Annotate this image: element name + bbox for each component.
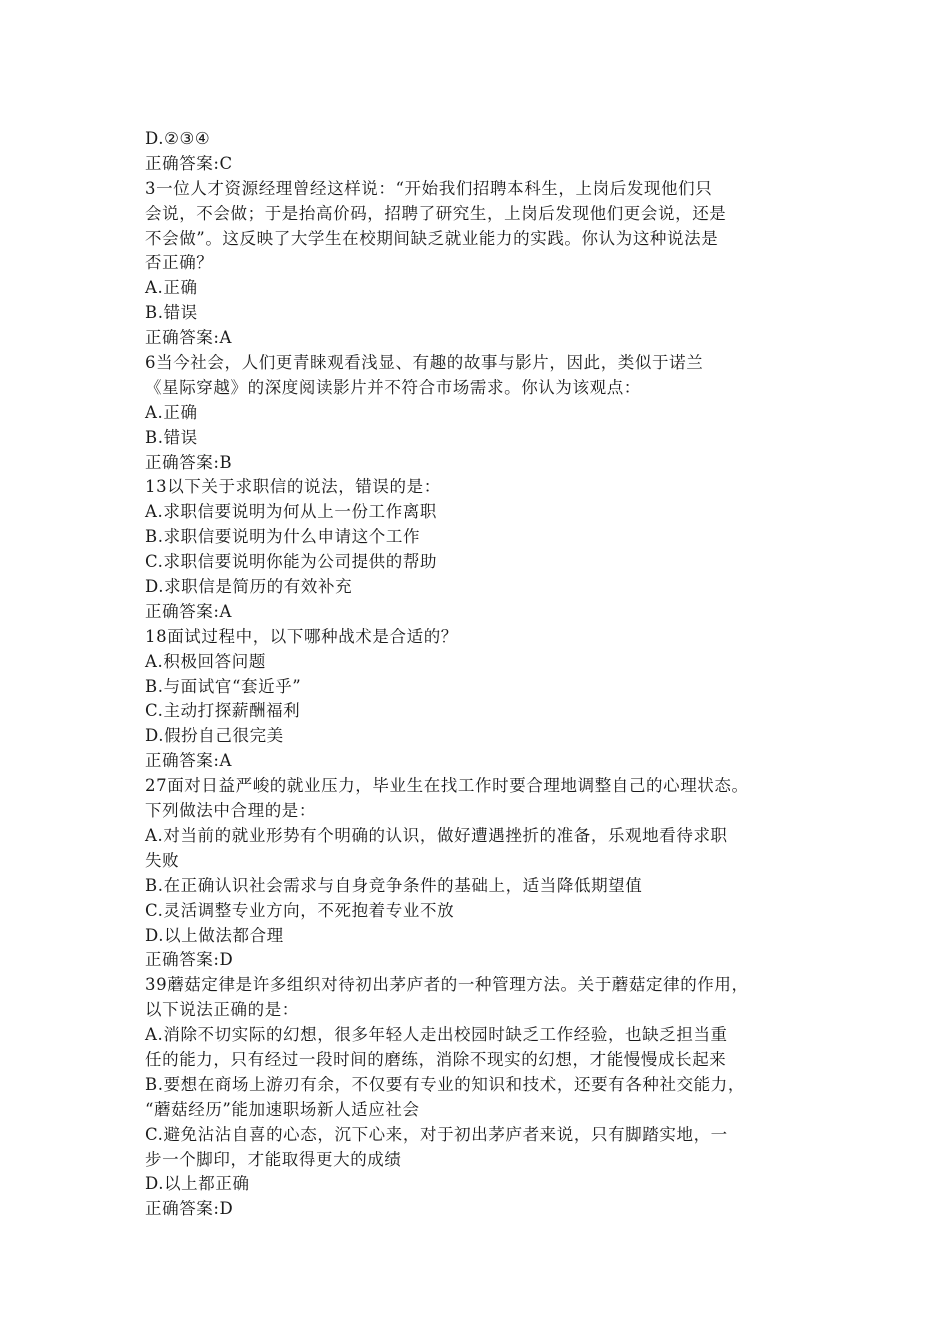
question-39-text: 39蘑菇定律是许多组织对待初出茅庐者的一种管理方法。关于蘑菇定律的作用， (145, 975, 749, 995)
correct-answer-line: 正确答案:B (145, 452, 233, 472)
answer-option-line: B.错误 (145, 303, 198, 323)
question-3-text: 3一位人才资源经理曾经这样说：“开始我们招聘本科生，上岗后发现他们只 (145, 178, 713, 198)
answer-option-line: “蘑菇经历”能加速职场新人适应社会 (145, 1099, 420, 1119)
question-27-text: 下列做法中合理的是： (145, 801, 316, 821)
answer-option-line: A.对当前的就业形势有个明确的认识，做好遭遇挫折的准备，乐观地看待求职 (145, 825, 728, 845)
answer-option-line: D.②③④ (145, 129, 211, 148)
answer-option-line: 失败 (145, 850, 180, 870)
answer-option-line: C.主动打探薪酬福利 (145, 701, 301, 721)
question-18-text: 18面试过程中，以下哪种战术是合适的？ (145, 626, 458, 646)
correct-answer-line: 正确答案:A (145, 751, 233, 771)
answer-option-line: B.求职信要说明为什么申请这个工作 (145, 527, 421, 547)
answer-option-line: A.积极回答问题 (145, 651, 266, 671)
correct-answer-line: 正确答案:A (145, 328, 233, 348)
question-13-text: 13以下关于求职信的说法，错误的是： (145, 477, 441, 497)
answer-option-line: B.在正确认识社会需求与自身竞争条件的基础上，适当降低期望值 (145, 875, 643, 895)
answer-option-line: D.以上都正确 (145, 1174, 250, 1194)
answer-option-line: D.求职信是简历的有效补充 (145, 577, 353, 597)
answer-option-line: 步一个脚印，才能取得更大的成绩 (145, 1149, 402, 1169)
correct-answer-line: 正确答案:A (145, 601, 233, 621)
question-3-text: 会说，不会做；于是抬高价码，招聘了研究生，上岗后发现他们更会说，还是 (145, 203, 727, 223)
answer-option-line: A.求职信要说明为何从上一份工作离职 (145, 502, 437, 522)
answer-option-line: 任的能力，只有经过一段时间的磨练，消除不现实的幻想，才能慢慢成长起来 (145, 1049, 727, 1069)
correct-answer-line: 正确答案:D (145, 1199, 234, 1219)
correct-answer-line: 正确答案:C (145, 153, 233, 173)
answer-option-line: A.消除不切实际的幻想，很多年轻人走出校园时缺乏工作经验，也缺乏担当重 (145, 1025, 728, 1045)
question-39-text: 以下说法正确的是： (145, 1000, 299, 1020)
answer-option-line: B.错误 (145, 427, 198, 447)
question-27-text: 27面对日益严峻的就业压力，毕业生在找工作时要合理地调整自己的心理状态。 (145, 776, 749, 796)
answer-option-line: A.正确 (145, 402, 198, 422)
answer-option-line: D.假扮自己很完美 (145, 726, 284, 746)
answer-option-line: C.避免沾沾自喜的心态，沉下心来，对于初出茅庐者来说，只有脚踏实地，一 (145, 1124, 728, 1144)
question-3-text: 否正确？ (145, 253, 214, 273)
answer-option-line: C.灵活调整专业方向，不死抱着专业不放 (145, 900, 455, 920)
question-6-text: 《星际穿越》的深度阅读影片并不符合市场需求。你认为该观点： (145, 377, 641, 397)
answer-option-line: A.正确 (145, 278, 198, 298)
document-page (145, 127, 835, 1222)
question-6-text: 6当今社会，人们更青睐观看浅显、有趣的故事与影片，因此，类似于诺兰 (145, 353, 704, 373)
answer-option-line: D.以上做法都合理 (145, 925, 284, 945)
correct-answer-line: 正确答案:D (145, 950, 234, 970)
answer-option-line: C.求职信要说明你能为公司提供的帮助 (145, 552, 438, 572)
question-3-text: 不会做”。这反映了大学生在校期间缺乏就业能力的实践。你认为这种说法是 (145, 228, 719, 248)
answer-option-line: B.与面试官“套近乎” (145, 676, 302, 696)
answer-option-line: B.要想在商场上游刃有余，不仅要有专业的知识和技术，还要有各种社交能力， (145, 1074, 745, 1094)
